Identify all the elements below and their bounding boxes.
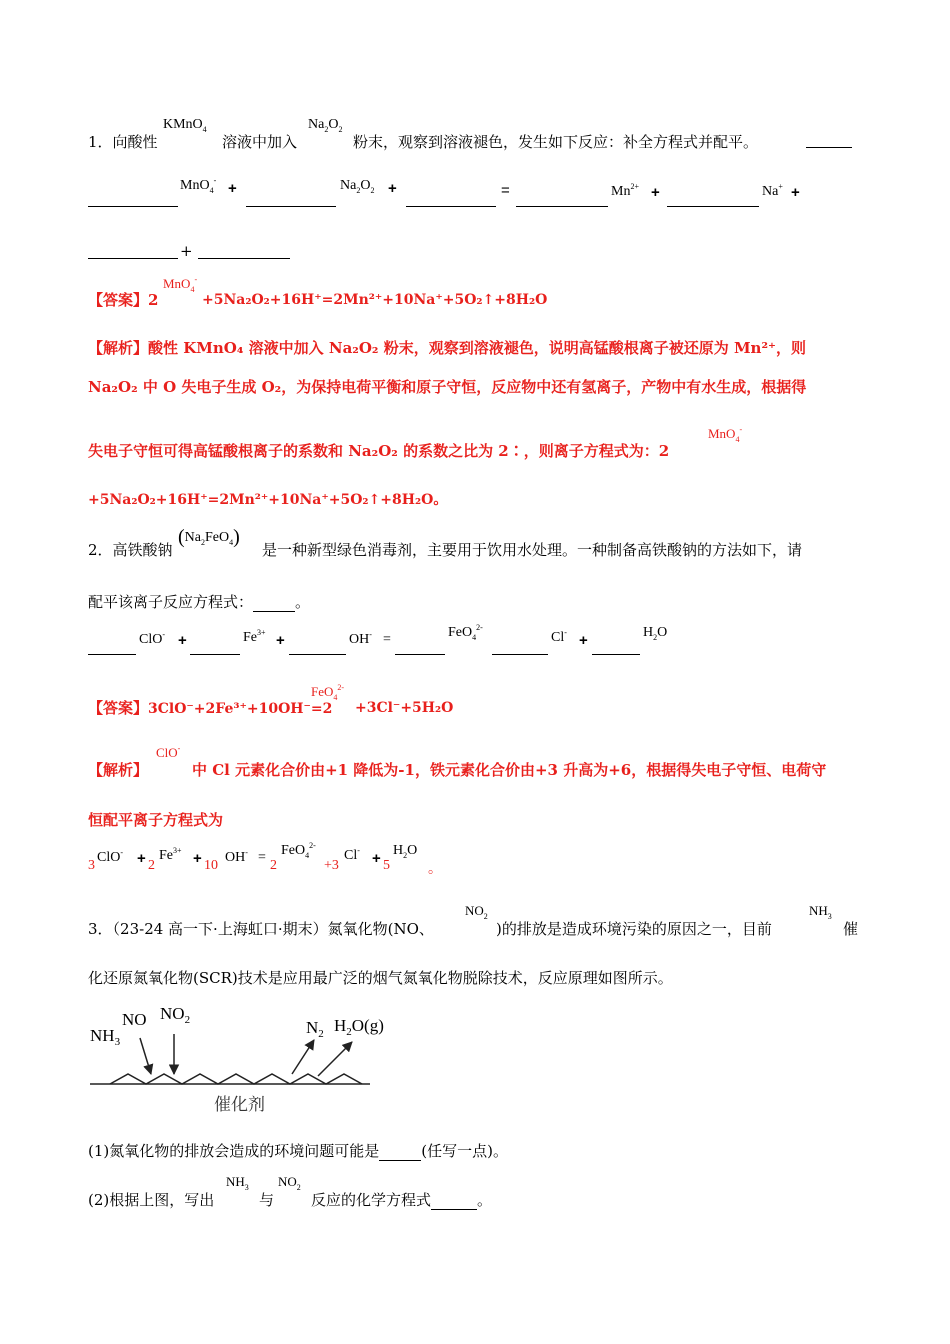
diagram-no2: $NO_2$ [160,1004,191,1026]
diagram-catalyst-label: 催化剂 [214,1095,265,1115]
q1-analysis-4: +5Na₂O₂+16H⁺=2Mn²⁺+10Na⁺+5O₂↑+8H₂O。 [88,492,448,508]
q1-blank-6[interactable] [88,258,178,259]
q2-bal-plus-1: + [137,850,146,867]
q2-c2a: 2 [148,858,155,873]
q2-eq-clo: ClO- [139,630,166,647]
q1-eq-na2o2: $Na_2O_2$ [340,178,375,195]
q2-c10: 10 [204,858,218,873]
q1-kmno4: KMnO$_4$ [163,117,207,134]
q1-answer-mno4: MnO$_4$- [163,275,198,294]
q1-analysis-mno4: MnO$_4$- [708,425,743,444]
q2-bal-plus-3: + [372,850,381,867]
answer-tag: 【答案】 [88,291,149,309]
q2-end: 。 [428,862,442,877]
q2-c3b: +3 [324,858,339,873]
q1-blank-1[interactable] [88,206,178,207]
q1-mid1: 溶液中加入 [222,133,298,151]
q1-answer-rest: +5Na₂O₂+16H⁺=2Mn²⁺+10Na⁺+5O₂↑+8H₂O [202,292,548,308]
q2-answer-blank[interactable] [253,595,295,612]
q3-sub2-a: (2)根据上图，写出 [88,1191,215,1209]
q3-sub1: (1)氮氧化物的排放会造成的环境问题可能是 (任写一点)。 [88,1142,508,1160]
q3-sub2-no2: $NO_2$ [278,1174,301,1192]
q2-blank-4[interactable] [395,654,445,655]
q3-prefix: 3．（23-24 高一下·上海虹口·期末）氮氧化物(NO、 [88,920,434,938]
q2-bal-plus-2: + [193,850,202,867]
q1-stem [88,132,158,152]
q1-blank-3[interactable] [406,206,496,207]
q1-plus-1: + [228,180,237,197]
scr-diagram [88,1004,388,1114]
q2-bal-fe: $Fe^{3+}$ [159,846,182,863]
q2-bal-oh: OH- [225,848,248,865]
arrow-h2o [318,1042,352,1076]
q1-analysis-1: 【解析】酸性 KMnO₄ 溶液中加入 Na₂O₂ 粉末，观察到溶液褪色，说明高锰酸根离子被还原为 Mn²⁺，则 [88,339,806,357]
q3-sub2-with: 与 [259,1191,275,1209]
q1-plus-3: + [651,184,660,201]
q2-bal-feo4: FeO$_4^{2-}$ [281,841,316,860]
q3-sub2-b: 反应的化学方程式 。 [311,1191,493,1209]
q3-sub2-nh3: $NH_3$ [226,1174,249,1192]
q2-text1: 是一种新型绿色消毒剂，主要用于饮用水处理。一种制备高铁酸钠的方法如下，请 [262,541,803,559]
q2-c2b: 2 [270,858,277,873]
q2-prefix: 2．高铁酸钠 [88,541,173,559]
q2-eq-fe: $Fe^{3+}$ [243,628,266,645]
q2-bal-clo: ClO- [97,848,124,865]
q1-na2o2: $Na_2O_2$ [308,117,343,134]
q2-analysis-clo: ClO- [156,744,181,760]
q2-c3: 3 [88,858,95,873]
q2-eq-feo4: FeO$_4^{2-}$ [448,623,483,642]
q1-equals: = [501,182,510,199]
q3-sub1-blank[interactable] [379,1144,421,1161]
q3-text1: )的排放是造成环境污染的原因之一，目前 [496,920,772,938]
q1-answer-blank[interactable] [806,147,852,148]
q2-answer-rest: +3Cl⁻+5H₂O [355,700,454,716]
q1-plus-2: + [388,180,397,197]
q1-eq-mno4: MnO$_4$- [180,176,217,195]
q2-blank-6[interactable] [592,654,640,655]
q2-bal-h2o: $H_2O$ [393,843,418,860]
q3-text1-end: 催 [843,920,859,938]
q2-analysis-2: 恒配平离子方程式为 [88,811,224,829]
q1-plus-4: + [791,184,800,201]
q2-blank-2[interactable] [190,654,240,655]
q2-bal-equals: = [258,850,266,865]
catalyst-teeth [110,1074,362,1084]
diagram-h2o: $H_2O(g)$ [334,1016,384,1038]
q2-equals: = [383,632,391,647]
diagram-n2: $N_2$ [306,1018,324,1040]
q2-c5: 5 [383,858,390,873]
analysis-tag: 【解析】 [88,339,149,357]
q2-blank-5[interactable] [492,654,548,655]
q3-sub2-blank[interactable] [431,1193,477,1210]
q2-eq-oh: OH- [349,630,372,647]
q2-formula: $(Na_2FeO_4)$ [178,526,240,548]
arrow-no [140,1038,151,1074]
q2-eq-cl: Cl- [551,628,567,645]
q2-text2: 配平该离子反应方程式： 。 [88,593,311,611]
q2-plus-3: + [579,632,588,649]
q2-analysis-tag: 【解析】 [88,761,149,779]
q1-eq-mn: $Mn^{2+}$ [611,182,639,199]
q2-bal-cl: Cl- [344,846,360,863]
q1-blank-7[interactable] [198,258,290,259]
q1-blank-5[interactable] [667,206,759,207]
q1-prefix: 1．向酸性 [88,133,158,151]
answer-tag: 【答案】 [88,699,149,717]
q1-answer: 【答案】2 [88,291,159,309]
q1-mid2: 粉末，观察到溶液褪色，发生如下反应：补全方程式并配平。 [353,133,759,151]
q2-blank-1[interactable] [88,654,136,655]
q3-nh3: $NH_3$ [809,903,832,921]
q2-plus-1: + [178,632,187,649]
q1-blank-4[interactable] [516,206,608,207]
q1-plus-5: + [180,242,193,260]
q2-eq-h2o: $H_2O$ [643,625,668,642]
q1-analysis-2: Na₂O₂ 中 O 失电子生成 O₂，为保持电荷平衡和原子守恒，反应物中还有氢离子，产物中有水生成，根据得 [88,378,807,396]
arrow-n2 [292,1040,314,1074]
q3-no2: $NO_2$ [465,903,488,921]
q2-analysis-1: 中 Cl 元素化合价由+1 降低为-1，铁元素化合价由+3 升高为+6，根据得失电子守恒、电荷守 [192,761,827,779]
diagram-nh3: $NH_3$ [90,1026,121,1048]
q2-blank-3[interactable] [289,654,346,655]
q2-plus-2: + [276,632,285,649]
q2-answer-feo4: FeO$_4^{2-}$ [311,683,345,702]
q1-analysis-3: 失电子守恒可得高锰酸根离子的系数和 Na₂O₂ 的系数之比为 2∶，则离子方程式为：2 [88,442,670,460]
q3-text2: 化还原氮氧化物(SCR)技术是应用最广泛的烟气氮氧化物脱除技术，反应原理如图所示。 [88,969,673,987]
q1-blank-2[interactable] [246,206,336,207]
diagram-no: NO [122,1010,147,1029]
q1-eq-na: Na+ [762,182,783,199]
q2-answer: 【答案】3ClO⁻+2Fe³⁺+10OH⁻=2 [88,699,333,717]
